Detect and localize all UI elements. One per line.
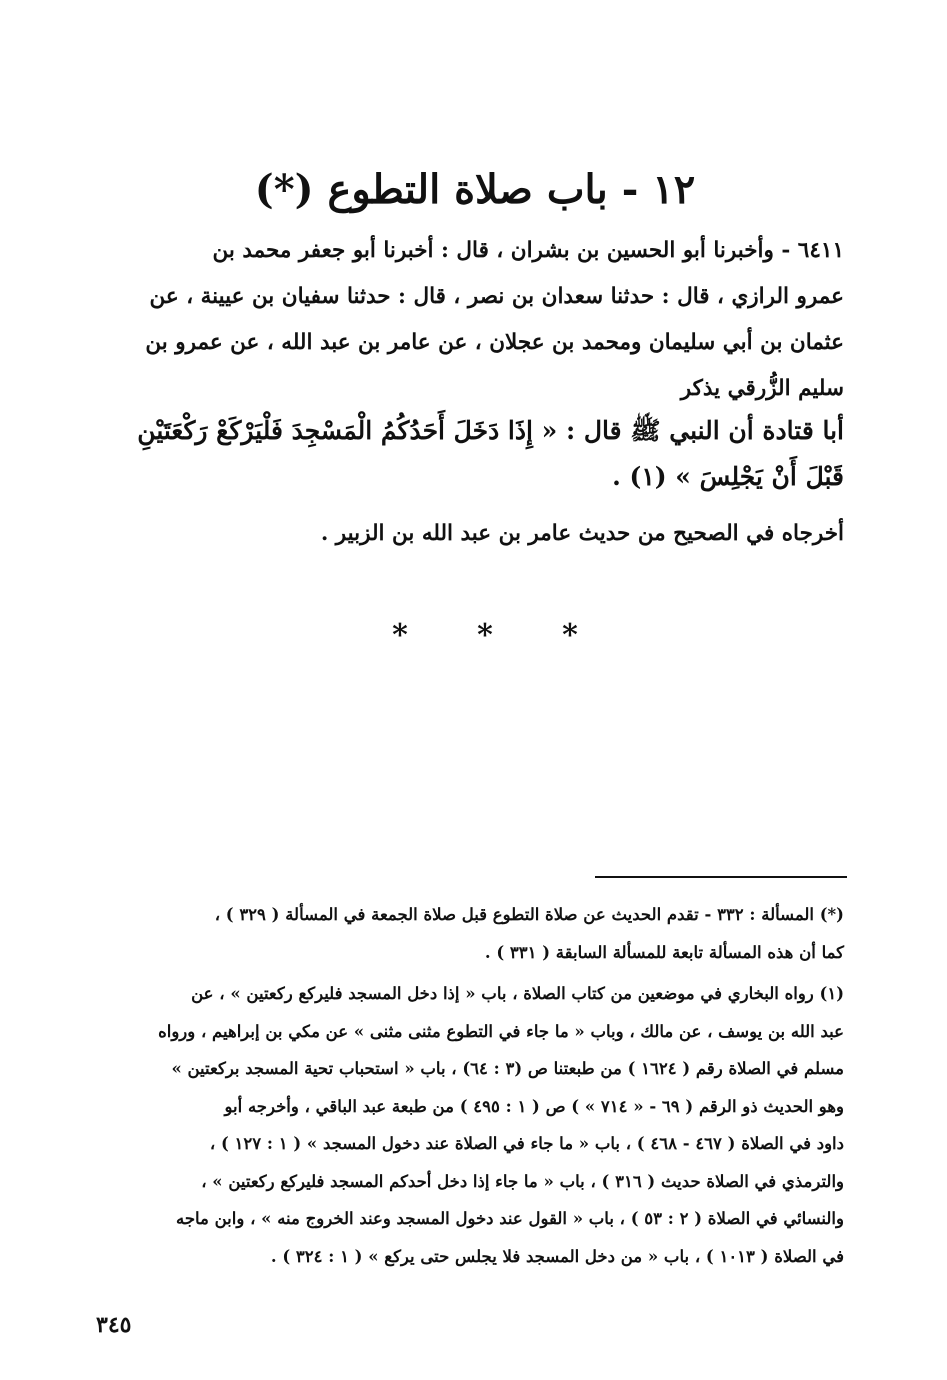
asterisk-separator: * [562, 617, 578, 653]
hadith-text-line: قَبْلَ أَنْ يَجْلِسَ » (١) . [612, 462, 844, 491]
hadith-entry-line: سليم الزُّرقي يذكر [680, 376, 844, 401]
hadith-text [104, 408, 844, 500]
footnote-line: داود في الصلاة ( ٤٦٧ - ٤٦٨ ) ، باب « ما جاء في الصلاة عند دخول المسجد » ( ١ : ١٢٧ ) ، [209, 1134, 844, 1153]
footnote-line: (*) المسألة : ٣٣٢ - تقدم الحديث عن صلاة التطوع قبل صلاة الجمعة في المسألة ( ٣٢٩ ) ، [214, 905, 844, 924]
footnote-line: كما أن هذه المسألة تابعة للمسألة السابقة ( ٣٣١ ) . [484, 942, 844, 962]
hadith-entry [104, 228, 844, 412]
section-separator [380, 610, 590, 660]
asterisk-separator: * [392, 617, 408, 653]
footnote-line: والنسائي في الصلاة ( ٢ : ٥٣ ) ، باب « القول عند دخول المسجد وعند الخروج منه » ، وابن ماجه [175, 1209, 844, 1228]
hadith-entry-line: عثمان بن أبي سليمان ومحمد بن عجلان ، عن عامر بن عبد الله ، عن عمرو بن [145, 330, 844, 355]
footnote-divider [595, 876, 847, 878]
footnote-star [100, 896, 844, 971]
footnote-1 [100, 975, 844, 1275]
footnote-line: (١) رواه البخاري في موضعين من كتاب الصلاة ، باب « إذا دخل المسجد فليركع ركعتين » ، عن [191, 984, 844, 1003]
page-number: ٣٤٥ [96, 1312, 132, 1338]
asterisk-separator: * [477, 617, 493, 653]
takhrij-line: أخرجاه في الصحيح من حديث عامر بن عبد الله بن الزبير . [320, 521, 844, 546]
footnote-line: مسلم في الصلاة رقم ( ١٦٢٤ ) من طبعتنا ص (٣ : ٦٤) ، باب « استحباب تحية المسجد بركعتين » [171, 1059, 844, 1078]
footnote-line: في الصلاة ( ١٠١٣ ) ، باب « من دخل المسجد فلا يجلس حتى يركع » ( ١ : ٣٢٤ ) . [270, 1246, 844, 1266]
hadith-entry-line: ٦٤١١ - وأخبرنا أبو الحسين بن بشران ، قال : أخبرنا أبو جعفر محمد بن [212, 238, 844, 263]
footnote-line: والترمذي في الصلاة حديث ( ٣١٦ ) ، باب « ما جاء إذا دخل أحدكم المسجد فليركع ركعتين » ، [201, 1171, 844, 1191]
hadith-text-line: أبا قتادة أن النبي ﷺ قال : « إِذَا دَخَلَ أَحَدُكُمُ الْمَسْجِدَ فَلْيَرْكَعْ رَكْعَتَيْنِ [137, 416, 844, 445]
chapter-title: ١٢ - باب صلاة التطوع (*) [254, 166, 696, 213]
footnote-line: وهو الحديث ذو الرقم ( ٦٩ - « ٧١٤ » ) ص ( ١ : ٤٩٥ ) من طبعة عبد الباقي ، وأخرجه أبو [224, 1096, 844, 1116]
footnote-line: عبد الله بن يوسف ، عن مالك ، وباب « ما جاء في التطوع مثنى مثنى » عن مكي بن إبراهيم ، ورواه [158, 1021, 844, 1041]
hadith-entry-line: عمرو الرازي ، قال : حدثنا سعدان بن نصر ، قال : حدثنا سفيان بن عيينة ، عن [149, 284, 844, 309]
takhrij-paragraph [104, 511, 844, 557]
